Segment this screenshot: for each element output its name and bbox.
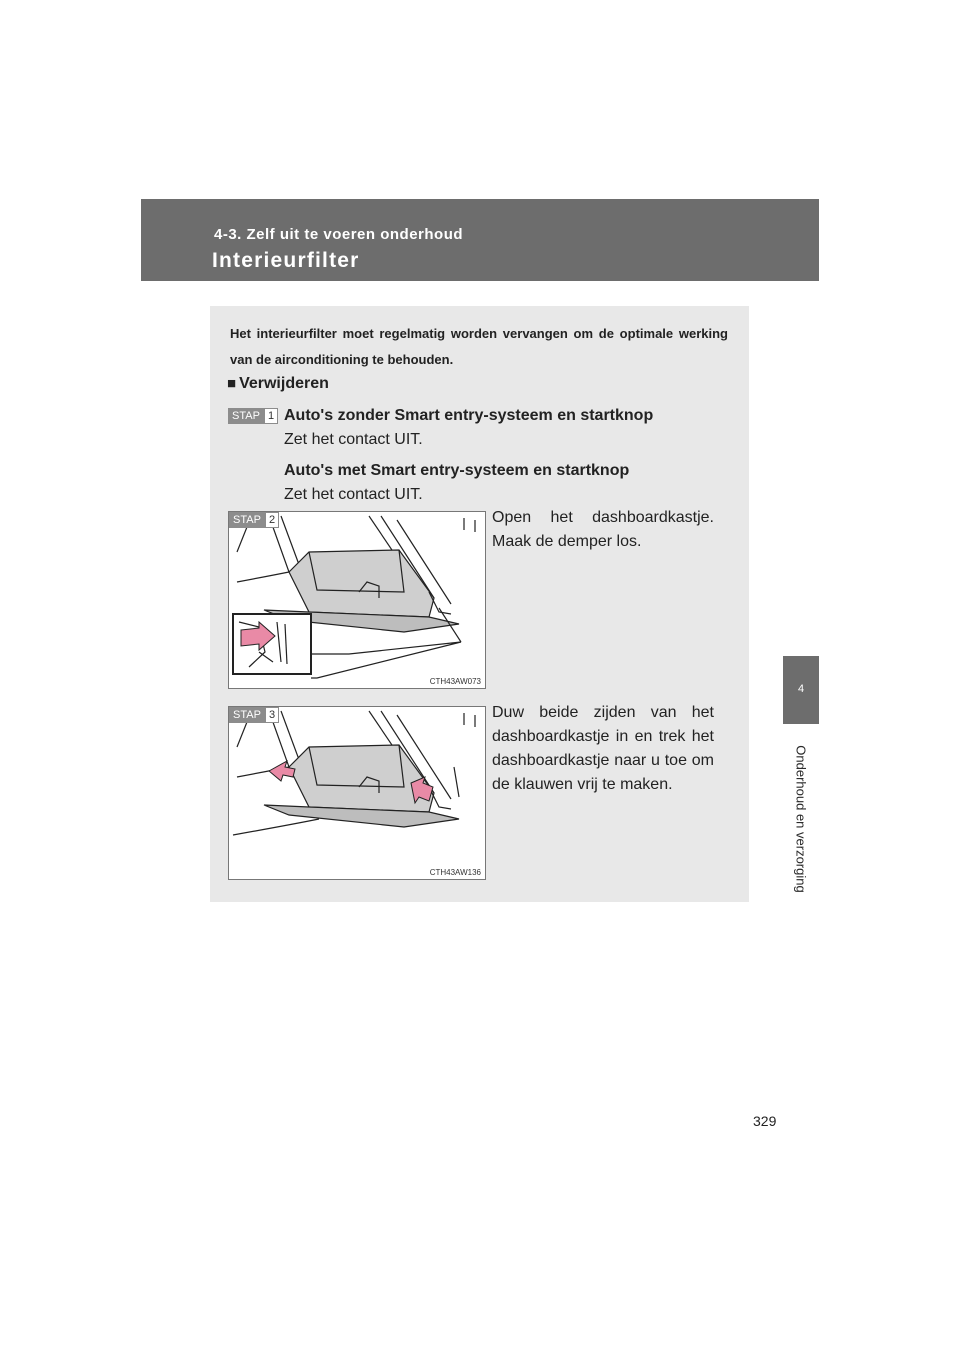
step-3-text: Duw beide zijden van het dashboardkastje in en trek het dashboardkastje naar u toe om de klauwen vrij te maken. xyxy=(492,704,714,793)
glovebox-claws-illustration xyxy=(229,707,486,880)
chapter-tab xyxy=(783,656,819,724)
step-number: 2 xyxy=(265,512,279,528)
step-2-figure xyxy=(228,511,486,689)
step-1-option-a-heading: Auto's zonder Smart entry-systeem en startknop xyxy=(284,407,654,424)
page-number: 329 xyxy=(753,1113,777,1129)
chapter-tab-label xyxy=(786,734,816,904)
step-3-badge xyxy=(229,707,279,723)
step-1-option-b-heading: Auto's met Smart entry-systeem en startknop xyxy=(284,462,630,479)
step-label: STAP xyxy=(229,512,265,528)
step-number: 3 xyxy=(265,707,279,723)
step-3-figure xyxy=(228,706,486,880)
step-2-badge xyxy=(229,512,279,528)
glovebox-damper-illustration xyxy=(229,512,486,689)
step-2-text: Open het dashboardkastje. Maak de demper los. xyxy=(492,509,714,550)
figure-code: CTH43AW136 xyxy=(429,868,481,877)
intro-text: Het interieurfilter moet regelmatig worden vervangen om de optimale werking van de airconditioning te behouden. xyxy=(230,326,728,367)
step-1-option-b-text: Zet het contact UIT. xyxy=(284,486,423,503)
chapter-label-text: Onderhoud en verzorging xyxy=(793,745,809,893)
section-title: 4-3. Zelf uit te voeren onderhoud xyxy=(214,226,464,243)
left-push-arrow-icon xyxy=(269,761,295,781)
step-label: STAP xyxy=(229,707,265,723)
step-number: 1 xyxy=(264,408,278,424)
chapter-number: 4 xyxy=(797,683,805,695)
step-1-badge xyxy=(228,408,278,424)
figure-code: CTH43AW073 xyxy=(429,677,481,686)
chapter-header xyxy=(141,199,819,281)
content-panel xyxy=(210,306,749,902)
subheading-label: Verwijderen xyxy=(239,375,329,392)
bullet-square: ■ xyxy=(227,375,237,392)
page-title: Interieurfilter xyxy=(212,249,360,272)
step-label: STAP xyxy=(228,408,264,424)
subheading xyxy=(227,375,329,393)
step-1-option-a-text: Zet het contact UIT. xyxy=(284,431,423,448)
